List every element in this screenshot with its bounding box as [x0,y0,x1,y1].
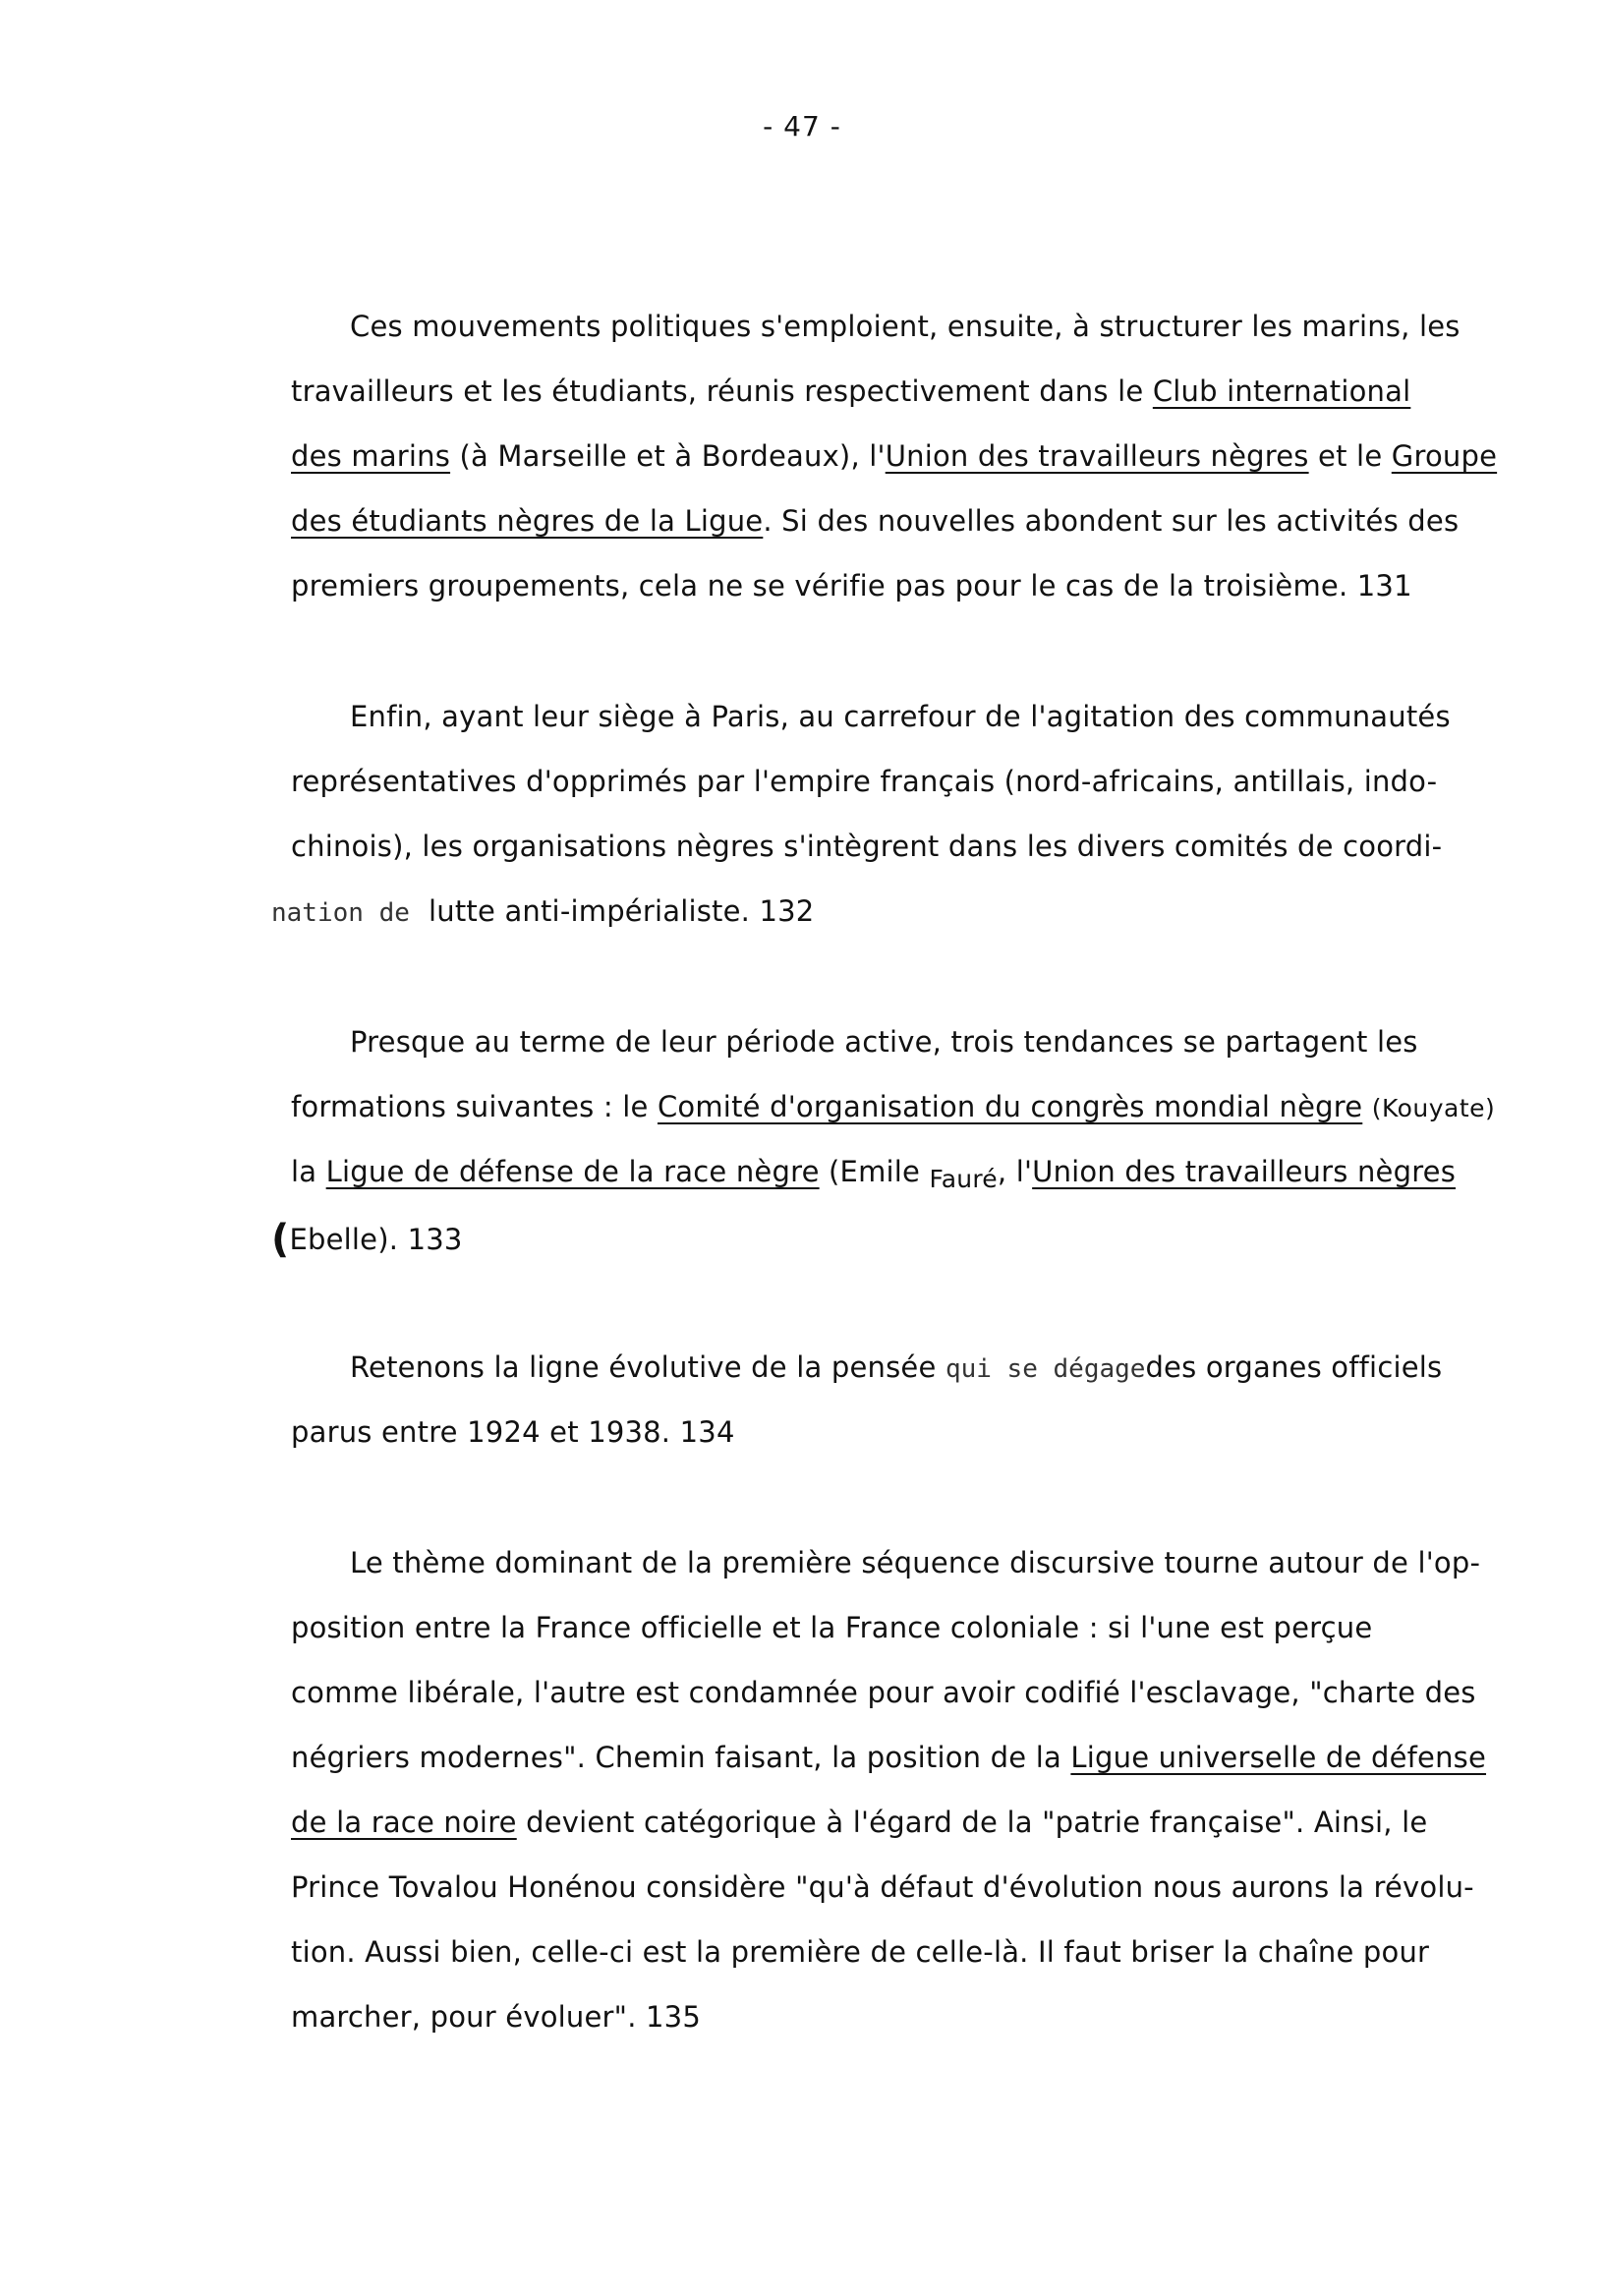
page-number: - 47 - [763,110,841,143]
text-run: (à Marseille et à Bordeaux), l' [450,439,886,473]
paragraph-4-line-1 [350,1349,1442,1387]
handwritten-insertion: qui se dégage [945,1354,1146,1384]
paragraph-2-line-3: chinois), les organisations nègres s'intègrent dans les divers comités de coordi- [291,830,1443,863]
paragraph-5-line-6: Prince Tovalou Honénou considère "qu'à défaut d'évolution nous aurons la révolu- [291,1870,1474,1904]
text-run: Ebelle). 133 [289,1223,463,1256]
paragraph-3-line-4 [271,1217,463,1262]
paragraph-2-line-1: Enfin, ayant leur siège à Paris, au carrefour de l'agitation des communautés [350,700,1451,733]
text-run: formations suivantes : le [291,1090,658,1123]
text-run: devient catégorique à l'égard de la "patrie française". Ainsi, le [516,1806,1428,1839]
underlined-title: Ligue de défense de la race nègre [325,1155,820,1188]
text-run: la [291,1155,326,1188]
paragraph-1-line-2 [291,373,1410,409]
text-run: , l' [997,1155,1033,1188]
text-run: travailleurs et les étudiants, réunis respectivement dans le [291,374,1153,408]
handwritten-correction: Fauré [929,1165,998,1193]
paragraph-1-line-4 [291,503,1459,539]
paragraph-3-line-3 [291,1154,1456,1191]
paragraph-5-line-7: tion. Aussi bien, celle-ci est la première de celle-là. Il faut briser la chaîne pour [291,1935,1430,1969]
paragraph-5-line-5 [291,1805,1427,1840]
underlined-title: Comité d'organisation du congrès mondial nègre [657,1090,1363,1123]
paragraph-5-line-3: comme libérale, l'autre est condamnée pour avoir codifié l'esclavage, "charte des [291,1676,1476,1709]
paragraph-2-line-4-cont: lutte anti-impérialiste. 132 [429,894,815,928]
paragraph-5-line-2: position entre la France officielle et la France coloniale : si l'une est perçue [291,1611,1373,1644]
text-run: et le [1308,439,1392,473]
underlined-title: Union des travailleurs nègres [885,439,1309,473]
underlined-title: Union des travailleurs nègres [1032,1155,1457,1188]
paragraph-5-line-1: Le thème dominant de la première séquence discursive tourne autour de l'op- [350,1546,1481,1579]
underlined-title: des marins [291,439,451,473]
paragraph-1-line-5: premiers groupements, cela ne se vérifie pas pour le cas de la troisième. 131 [291,569,1412,603]
text-run: négriers modernes". Chemin faisant, la position de la [291,1741,1071,1774]
paragraph-5-line-4 [291,1740,1486,1775]
handwritten-parenthesis: ( [271,1217,290,1262]
paragraph-1-line-3 [291,438,1497,474]
paragraph-2-line-2: représentatives d'opprimés par l'empire français (nord-africains, antillais, indo- [291,765,1438,798]
text-run: . Si des nouvelles abondent sur les activités des [763,504,1460,538]
text-run: (Kouyate) [1371,1094,1496,1122]
paragraph-1-line-1: Ces mouvements politiques s'emploient, ensuite, à structurer les marins, les [350,310,1461,343]
text-run: Retenons la ligne évolutive de la pensée [350,1350,945,1384]
paragraph-4-line-2: parus entre 1924 et 1938. 134 [291,1415,735,1449]
paragraph-3-line-1: Presque au terme de leur période active, trois tendances se partagent les [350,1025,1418,1059]
handwritten-insertion: nation de [271,898,410,928]
underlined-title: des étudiants nègres de la Ligue [291,504,764,538]
paragraph-2-line-4 [271,893,410,931]
text-run: (Emile [819,1155,930,1188]
paragraph-3-line-2 [291,1089,1495,1126]
underlined-title: Club international [1152,374,1411,408]
paragraph-5-line-8: marcher, pour évoluer". 135 [291,2000,701,2034]
underlined-title: Ligue universelle de défense [1070,1741,1487,1774]
text-run: des organes officiels [1145,1350,1443,1384]
underlined-title: Groupe [1391,439,1498,473]
underlined-title: de la race noire [291,1806,517,1839]
